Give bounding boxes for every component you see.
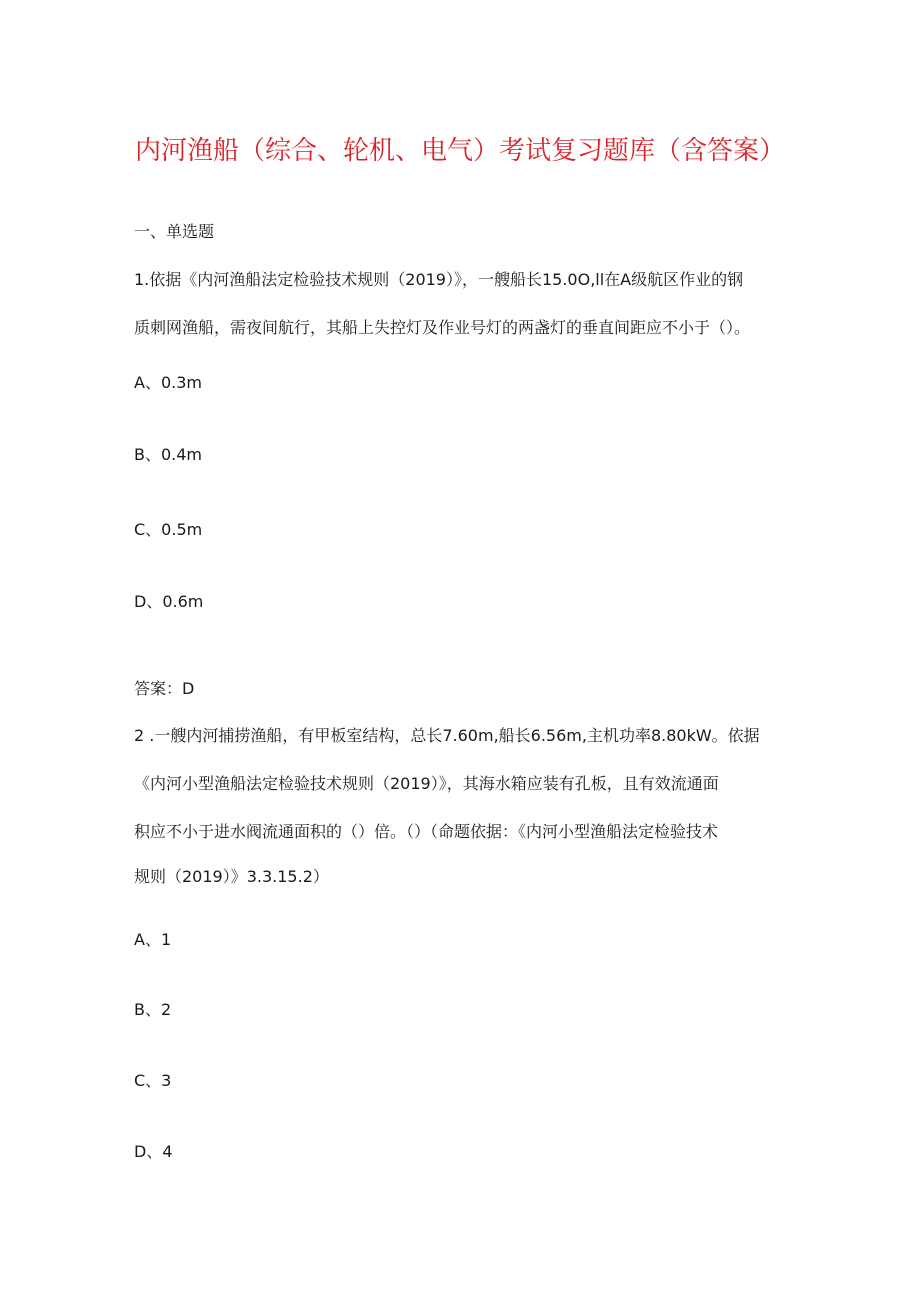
question-2-option-d: D、4 [134, 1142, 173, 1161]
question-2-text-line-1: 2 .一艘内河捕捞渔船，有甲板室结构，总长7.60m,船长6.56m,主机功率8.80kW。依据 [134, 726, 760, 745]
question-1-option-d: D、0.6m [134, 592, 204, 611]
section-heading: 一、单选题 [134, 222, 215, 241]
question-1-option-a: A、0.3m [134, 373, 202, 392]
question-1-answer: 答案：D [134, 679, 195, 698]
question-2-text-line-2: 《内河小型渔船法定检验技术规则（2019）》，其海水箱应装有孔板，且有效流通面 [134, 774, 719, 793]
question-2-option-a: A、1 [134, 930, 172, 949]
question-2-option-b: B、2 [134, 1000, 172, 1019]
document-title: 内河渔船（综合、轮机、电气）考试复习题库（含答案） [134, 136, 785, 166]
question-2-text-line-4: 规则（2019）》3.3.15.2） [134, 867, 329, 886]
question-2-option-c: C、3 [134, 1071, 172, 1090]
question-1-option-c: C、0.5m [134, 520, 203, 539]
question-1-text-line-2: 质刺网渔船，需夜间航行，其船上失控灯及作业号灯的两盏灯的垂直间距应不小于（）。 [134, 318, 751, 337]
question-1-text-line-1: 1.依据《内河渔船法定检验技术规则（2019）》，一艘船长15.0O,ll在A级航区作业的钢 [134, 270, 744, 289]
question-1-option-b: B、0.4m [134, 445, 203, 464]
question-2-text-line-3: 积应不小于进水阀流通面积的（）倍。（）（命题依据：《内河小型渔船法定检验技术 [134, 822, 719, 841]
